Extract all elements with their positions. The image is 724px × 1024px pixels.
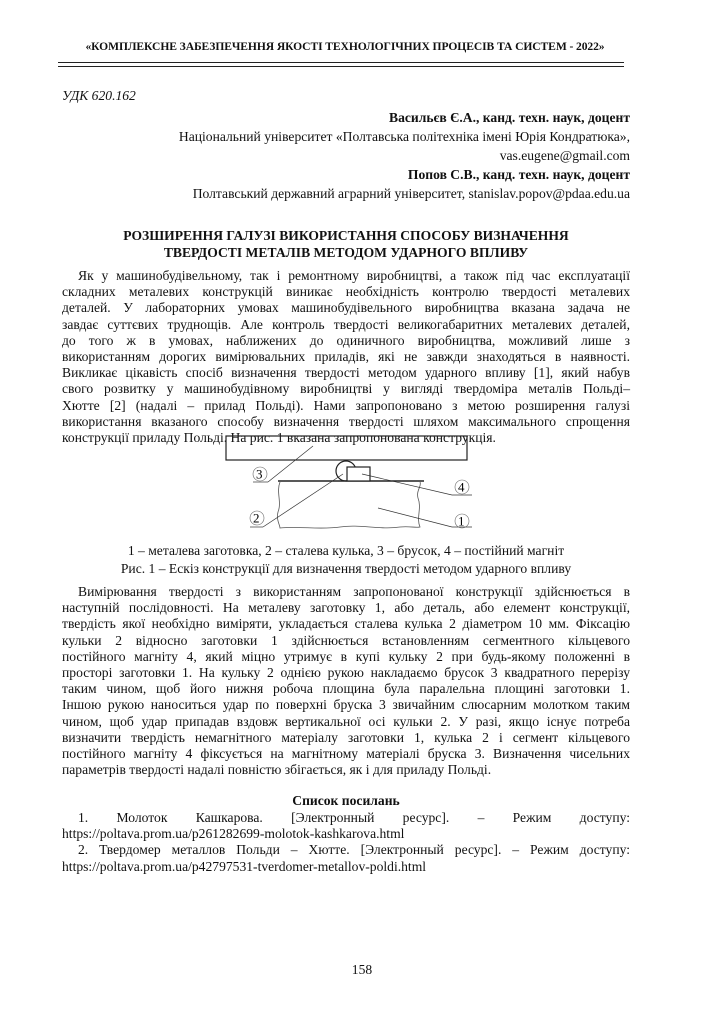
reference-2-url[interactable]: https://poltava.prom.ua/p42797531-tverdomer-metallov-poldi.html: [62, 858, 427, 874]
reference-1-url[interactable]: https://poltava.prom.ua/p261282699-molotok-kashkarova.html: [62, 826, 405, 842]
reference-2-line-1: 2. Твердомер металлов Польди – Хютте. [Электронный ресурс]. – Режим доступу:: [78, 842, 630, 858]
text-line: твердість якої необхідно виміряти, укладається сталева кулька 2 діаметром 10 мм. Фіксацію: [62, 616, 630, 632]
text-line: деталей. У лабораторних умовах машинобудівельного виробництва вказана задача не: [62, 300, 630, 316]
author-2-name: Попов С.В., канд. техн. наук, доцент: [407, 167, 630, 182]
figure-caption: Рис. 1 – Ескіз конструкції для визначення твердості методом ударного впливу: [120, 561, 572, 576]
paragraph-intro: [62, 268, 630, 446]
text-line: використання вказаного способу визначення твердості шляхом максимального спрощення: [62, 413, 630, 429]
text-line: визначити твердість немагнітного матеріалу заготовки 1, кулька 2 і сегмент кільцевого: [62, 729, 630, 745]
magnet-block: [347, 467, 370, 481]
text-line: параметрів твердості надалі повністю збігається, як і для приладу Польді.: [62, 762, 492, 778]
text-line: чином, щоб удар припадав вздовж вертикальної осі кульки 2. У разі, якщо існує потреба: [62, 713, 630, 729]
label-2: 2: [253, 510, 260, 526]
paper-title: [62, 227, 630, 261]
title-line-1: РОЗШИРЕННЯ ГАЛУЗІ ВИКОРИСТАННЯ СПОСОБУ ВИЗНАЧЕННЯ: [123, 228, 569, 243]
author-1-email[interactable]: vas.eugene@gmail.com: [499, 148, 630, 163]
label-4: 4: [458, 479, 465, 495]
author-1-name: Васильєв Є.А., канд. техн. наук, доцент: [389, 110, 630, 125]
text-line: Викликає цікавість спосіб визначення твердості методом ударного впливу [1], який набув: [62, 365, 630, 381]
references-list: [62, 810, 630, 875]
page-number: 158: [351, 962, 373, 977]
paragraph-method: [62, 584, 630, 778]
text-line: постійного магніту 4, який міцно утримує в купі кульку 2 при будь-якому положенні в: [62, 648, 630, 664]
udk-code: УДК 620.162: [62, 88, 136, 103]
label-3: 3: [256, 466, 263, 482]
text-line: просторі заготовки 1. На кульку 2 однією рукою накладаємо брусок 3 квадратного перерізу: [62, 664, 630, 680]
running-header: «КОМПЛЕКСНЕ ЗАБЕЗПЕЧЕННЯ ЯКОСТІ ТЕХНОЛОГІЧНИХ ПРОЦЕСІВ ТА СИСТЕМ - 2022»: [85, 40, 605, 53]
author-1-affiliation: Національний університет «Полтавська політехніка імені Юрія Кондратюка»,: [178, 129, 630, 144]
text-line: кульки 2 відносно заготовки 1 здійснюється встановленням сегментного кільцевого: [62, 632, 630, 648]
references-heading: Список посилань: [292, 793, 400, 808]
figure-legend: 1 – металева заготовка, 2 – сталева кулька, 3 – брусок, 4 – постійний магніт: [127, 543, 565, 558]
reference-1-line-1: 1. Молоток Кашкарова. [Электронный ресурс]. – Режим доступу:: [78, 810, 630, 825]
text-line: Як у машинобудівельному, так і ремонтному виробництві, а також під час експлуатації: [78, 268, 630, 283]
text-line: складних металевих конструкцій виникає необхідність контролю твердості металевих: [62, 284, 630, 300]
author-2-affiliation: Полтавський державний аграрний університет, stanislav.popov@pdaa.edu.ua: [192, 186, 630, 201]
text-line: Хютте [2] (надалі – прилад Польді). Нами запропоновано з метою розширення галузі: [62, 397, 630, 413]
text-line: Вимірювання твердості з використанням запропонованої конструкції здійснюється в: [78, 584, 630, 599]
text-line: свого розвитку у машинобудівному виробництві у вигляді твердоміра металів Польді–: [62, 381, 630, 397]
title-line-2: ТВЕРДОСТІ МЕТАЛІВ МЕТОДОМ УДАРНОГО ВПЛИВУ: [163, 245, 529, 260]
bar-brusok: [226, 436, 467, 460]
text-line: конструкції приладу Польді. На рис. 1 вказана запропонована конструкція.: [62, 429, 496, 445]
label-1: 1: [458, 513, 465, 529]
text-line: таким чином, щоб його нижня робоча площина була паралельна площині заготовки 1.: [62, 681, 630, 697]
text-line: до того ж в умовах, наближених до одиничного виробництва, можливий лише з: [62, 332, 630, 348]
figure-1-sketch: [210, 430, 510, 545]
workpiece-outline: [277, 482, 420, 528]
text-line: Іншою рукою наноситься удар по поверхні бруска 3 звичайним слюсарним молотком таким: [62, 697, 630, 713]
header-rule-bottom: [58, 66, 624, 67]
text-line: наступній послідовності. На металеву заготовку 1, або деталь, або елемент конструкції,: [62, 600, 630, 616]
text-line: завдає суттєвих труднощів. Але контроль твердості великогабаритних металевих деталей,: [62, 316, 630, 332]
text-line: постійного магніту 4 фіксується на магнітному матеріалі бруска 3. Визначення чисельних: [62, 745, 630, 761]
text-line: використанням дорогих вимірювальних приладів, які не завжди знаходяться в наявності.: [62, 348, 630, 364]
header-rule-top: [58, 62, 624, 63]
